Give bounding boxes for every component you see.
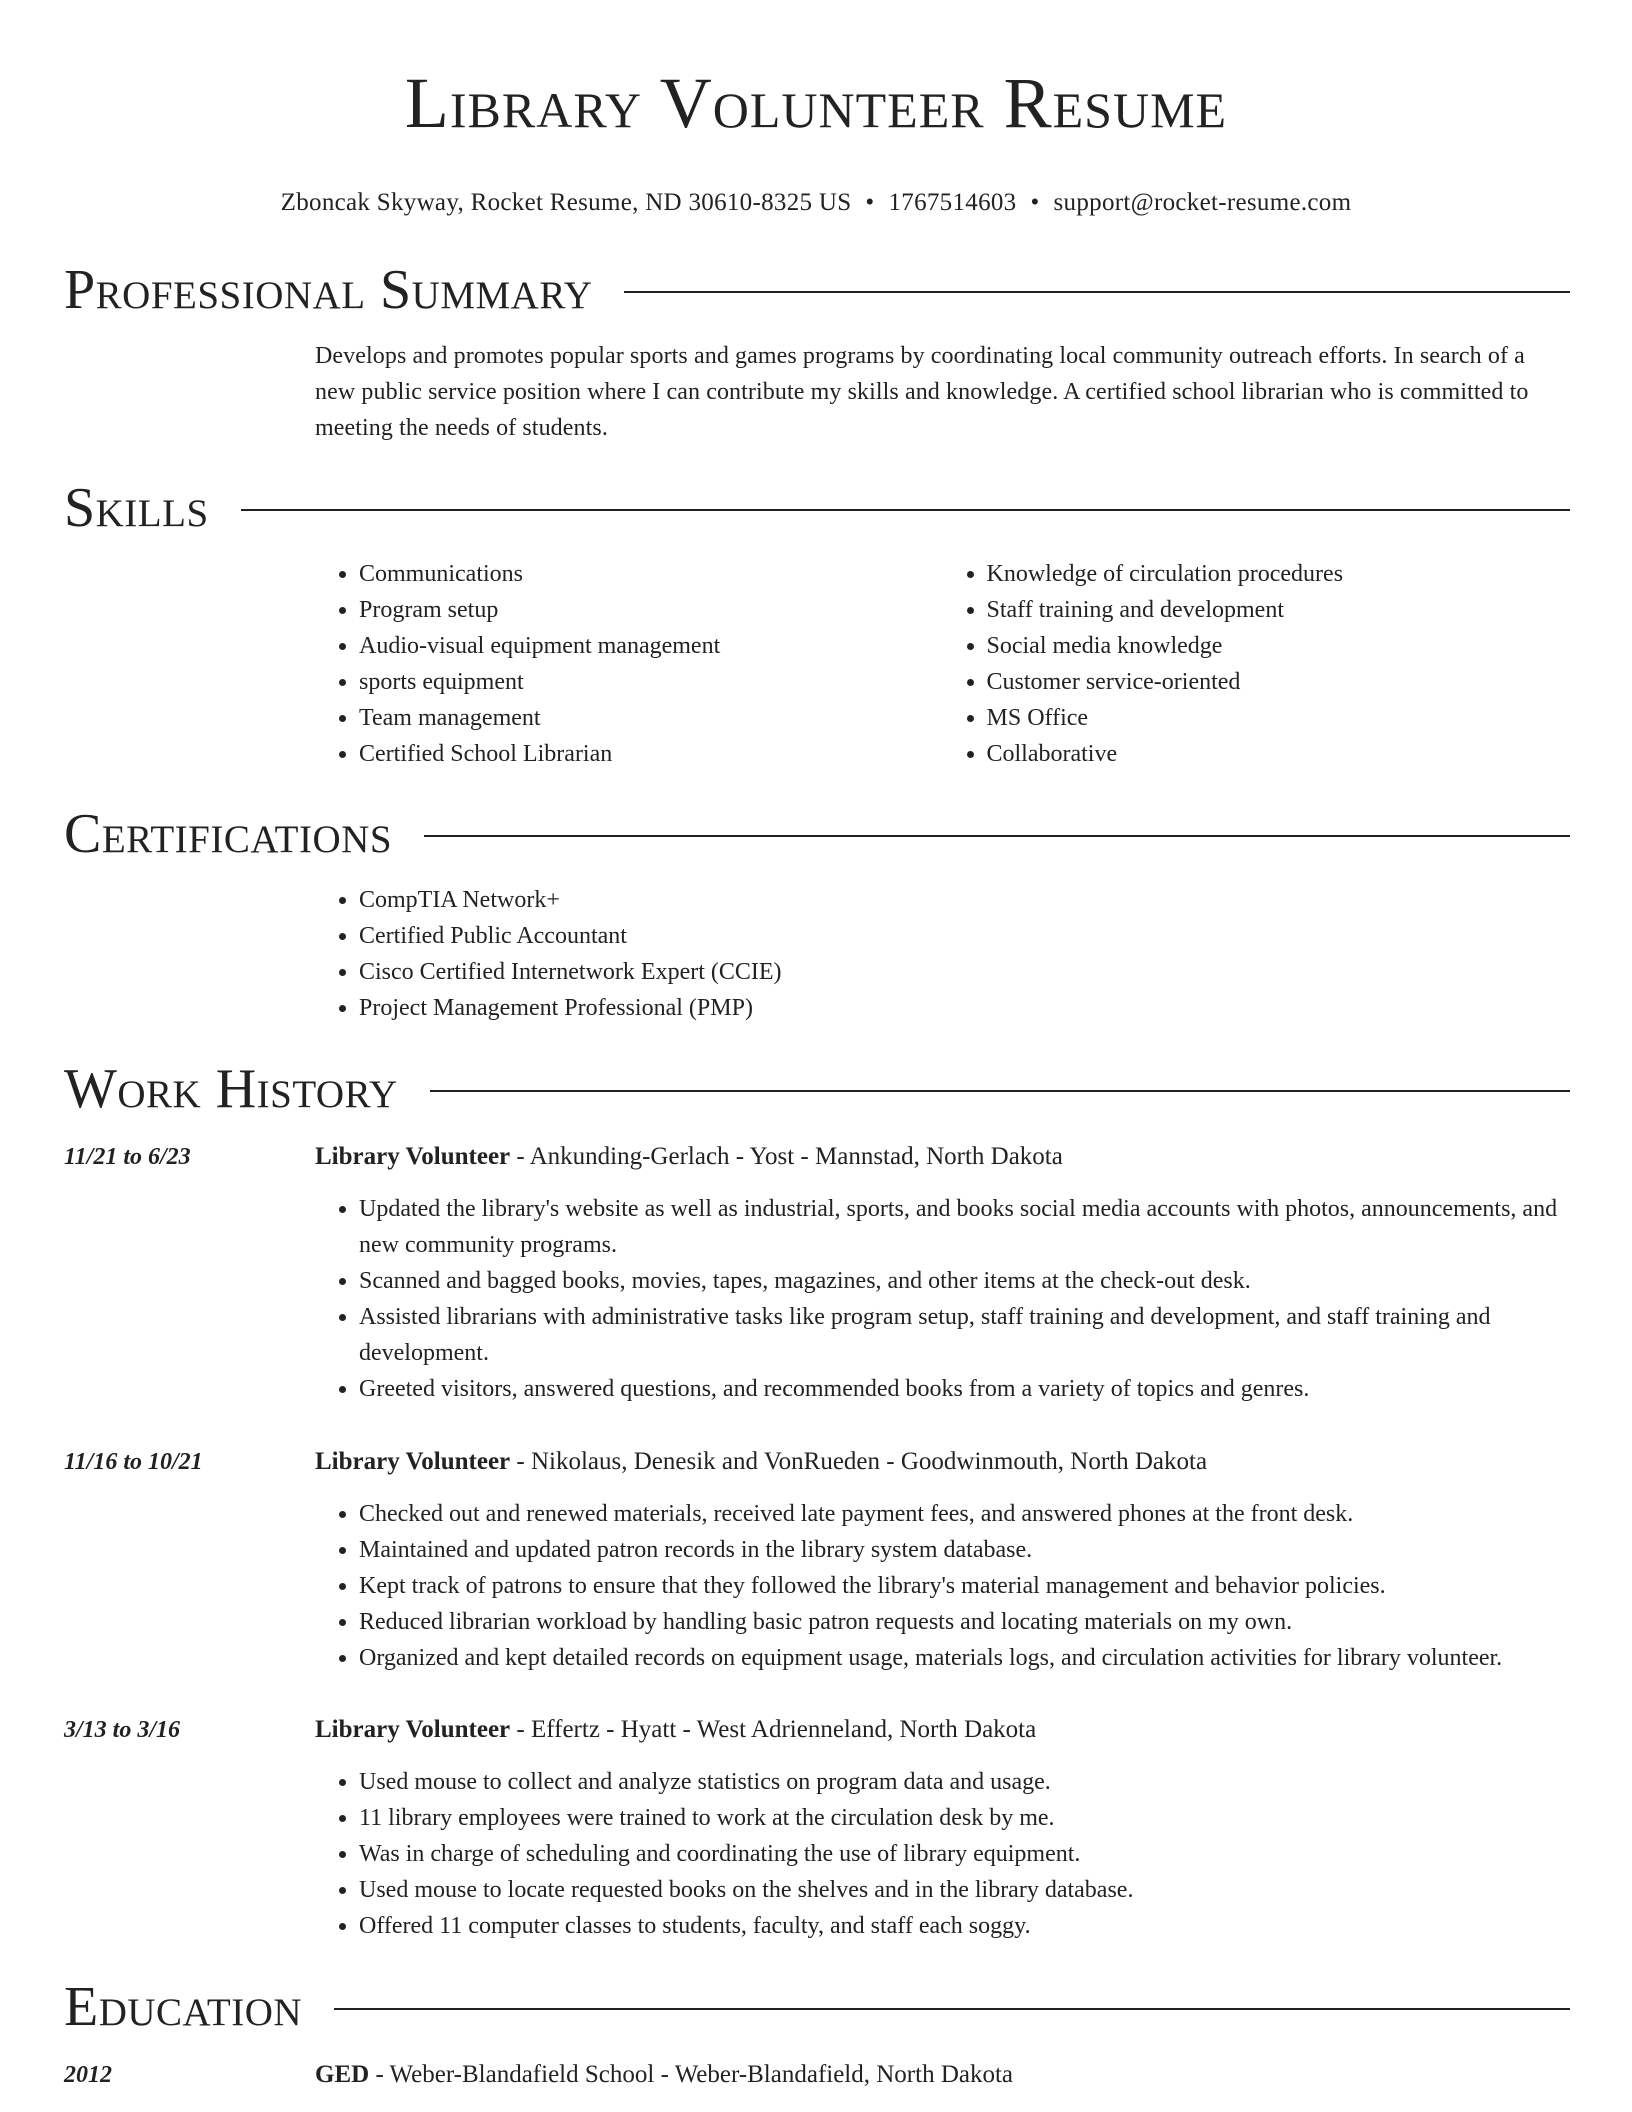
- duty-item: • Greeted visitors, answered questions, and recommended books from a variety of topics and genres.: [359, 1371, 1570, 1407]
- section-title-education: Education: [64, 1976, 303, 2038]
- section-header-skills: [64, 476, 1570, 540]
- section-header-summary: [64, 258, 1570, 322]
- skill-item: • Communications: [359, 556, 943, 592]
- education-heading: [315, 2057, 1570, 2093]
- job-duties: [315, 1191, 1570, 1407]
- certification-item: • Certified Public Accountant: [359, 918, 1570, 954]
- job-entry: [64, 1712, 1570, 1944]
- duty-item: • Maintained and updated patron records in the library system database.: [359, 1532, 1570, 1568]
- job-employer: - Effertz - Hyatt - West Adrienneland, North Dakota: [510, 1716, 1037, 1743]
- job-duties: [315, 1496, 1570, 1676]
- education-degree: GED: [315, 2061, 370, 2088]
- skills-list-left: [315, 556, 943, 772]
- education-school: - Weber-Blandafield School - Weber-Blandafield, North Dakota: [369, 2061, 1014, 2088]
- skills-list-right: [943, 556, 1571, 772]
- job-entry: [64, 1444, 1570, 1676]
- skill-item: • Social media knowledge: [987, 628, 1571, 664]
- job-dates: 11/21 to 6/23: [64, 1144, 191, 1170]
- separator-dot: •: [1030, 189, 1040, 216]
- job-main: [315, 1139, 1570, 1407]
- skill-item: • Staff training and development: [987, 592, 1571, 628]
- job-heading: [315, 1712, 1570, 1748]
- contact-email: support@rocket-resume.com: [1053, 189, 1352, 216]
- education-entry: [64, 2057, 1570, 2093]
- duty-item: • Organized and kept detailed records on equipment usage, materials logs, and circulation activities for library volunteer.: [359, 1640, 1570, 1676]
- section-divider: [624, 291, 1570, 293]
- certification-item: • Project Management Professional (PMP): [359, 990, 1570, 1026]
- skill-item: • Collaborative: [987, 736, 1571, 772]
- skill-item: • Team management: [359, 700, 943, 736]
- job-dates: 11/16 to 10/21: [64, 1449, 203, 1475]
- skills-grid: [315, 556, 1570, 772]
- job-title: Library Volunteer: [315, 1143, 511, 1170]
- section-header-work-history: [64, 1057, 1570, 1121]
- separator-dot: •: [865, 189, 875, 216]
- job-title: Library Volunteer: [315, 1716, 511, 1743]
- job-dates: 3/13 to 3/16: [64, 1717, 181, 1743]
- job-employer: - Ankunding-Gerlach - Yost - Mannstad, North Dakota: [510, 1143, 1063, 1170]
- job-main: [315, 1712, 1570, 1944]
- duty-item: • Used mouse to collect and analyze statistics on program data and usage.: [359, 1764, 1570, 1800]
- certification-item: • Cisco Certified Internetwork Expert (CCIE): [359, 954, 1570, 990]
- skills-body: [315, 556, 1570, 772]
- summary-text: Develops and promotes popular sports and games programs by coordinating local community outreach efforts. In search of a new public service position where I can contribute my skills and knowledge. A certified school librarian who is committed to meeting the needs of students.: [315, 343, 1529, 441]
- job-duties: [315, 1764, 1570, 1944]
- duty-item: • Used mouse to locate requested books on the shelves and in the library database.: [359, 1872, 1570, 1908]
- skill-item: • Certified School Librarian: [359, 736, 943, 772]
- job-entry: [64, 1139, 1570, 1407]
- section-title-summary: Professional Summary: [64, 259, 593, 321]
- certifications-list: [315, 882, 1570, 1026]
- summary-body: [315, 338, 1570, 446]
- job-employer: - Nikolaus, Denesik and VonRueden - Goodwinmouth, North Dakota: [510, 1448, 1208, 1475]
- skill-item: • MS Office: [987, 700, 1571, 736]
- certification-item: • CompTIA Network+: [359, 882, 1570, 918]
- duty-item: • Kept track of patrons to ensure that they followed the library's material management and behavior policies.: [359, 1568, 1570, 1604]
- section-title-skills: Skills: [64, 477, 209, 539]
- section-divider: [241, 509, 1570, 511]
- contact-line: [0, 188, 1632, 218]
- skill-item: • sports equipment: [359, 664, 943, 700]
- section-divider: [334, 2008, 1570, 2010]
- certifications-body: [315, 882, 1570, 1026]
- skill-item: • Audio-visual equipment management: [359, 628, 943, 664]
- section-header-certifications: [64, 802, 1570, 866]
- education-year: 2012: [64, 2062, 112, 2088]
- duty-item: • Scanned and bagged books, movies, tapes, magazines, and other items at the check-out desk.: [359, 1263, 1570, 1299]
- job-main: [315, 1444, 1570, 1676]
- skill-item: • Program setup: [359, 592, 943, 628]
- section-title-certifications: Certifications: [64, 803, 393, 865]
- page-title: Library Volunteer Resume: [404, 63, 1228, 143]
- section-divider: [430, 1090, 1570, 1092]
- contact-phone: 1767514603: [888, 189, 1017, 216]
- section-header-education: [64, 1975, 1570, 2039]
- duty-item: • Offered 11 computer classes to students, faculty, and staff each soggy.: [359, 1908, 1570, 1944]
- job-heading: [315, 1444, 1570, 1480]
- duty-item: • Updated the library's website as well as industrial, sports, and books social media accounts with photos, announcements, and new community programs.: [359, 1191, 1570, 1263]
- duty-item: • 11 library employees were trained to work at the circulation desk by me.: [359, 1800, 1570, 1836]
- duty-item: • Checked out and renewed materials, received late payment fees, and answered phones at the front desk.: [359, 1496, 1570, 1532]
- job-heading: [315, 1139, 1570, 1175]
- duty-item: • Assisted librarians with administrative tasks like program setup, staff training and development, and staff training and development.: [359, 1299, 1570, 1371]
- contact-address: Zboncak Skyway, Rocket Resume, ND 30610-8325 US: [280, 189, 852, 216]
- skill-item: • Customer service-oriented: [987, 664, 1571, 700]
- section-divider: [424, 835, 1570, 837]
- duty-item: • Was in charge of scheduling and coordinating the use of library equipment.: [359, 1836, 1570, 1872]
- skill-item: • Knowledge of circulation procedures: [987, 556, 1571, 592]
- job-title: Library Volunteer: [315, 1448, 511, 1475]
- section-title-work-history: Work History: [64, 1058, 398, 1120]
- education-main: [315, 2057, 1570, 2093]
- duty-item: • Reduced librarian workload by handling basic patron requests and locating materials on my own.: [359, 1604, 1570, 1640]
